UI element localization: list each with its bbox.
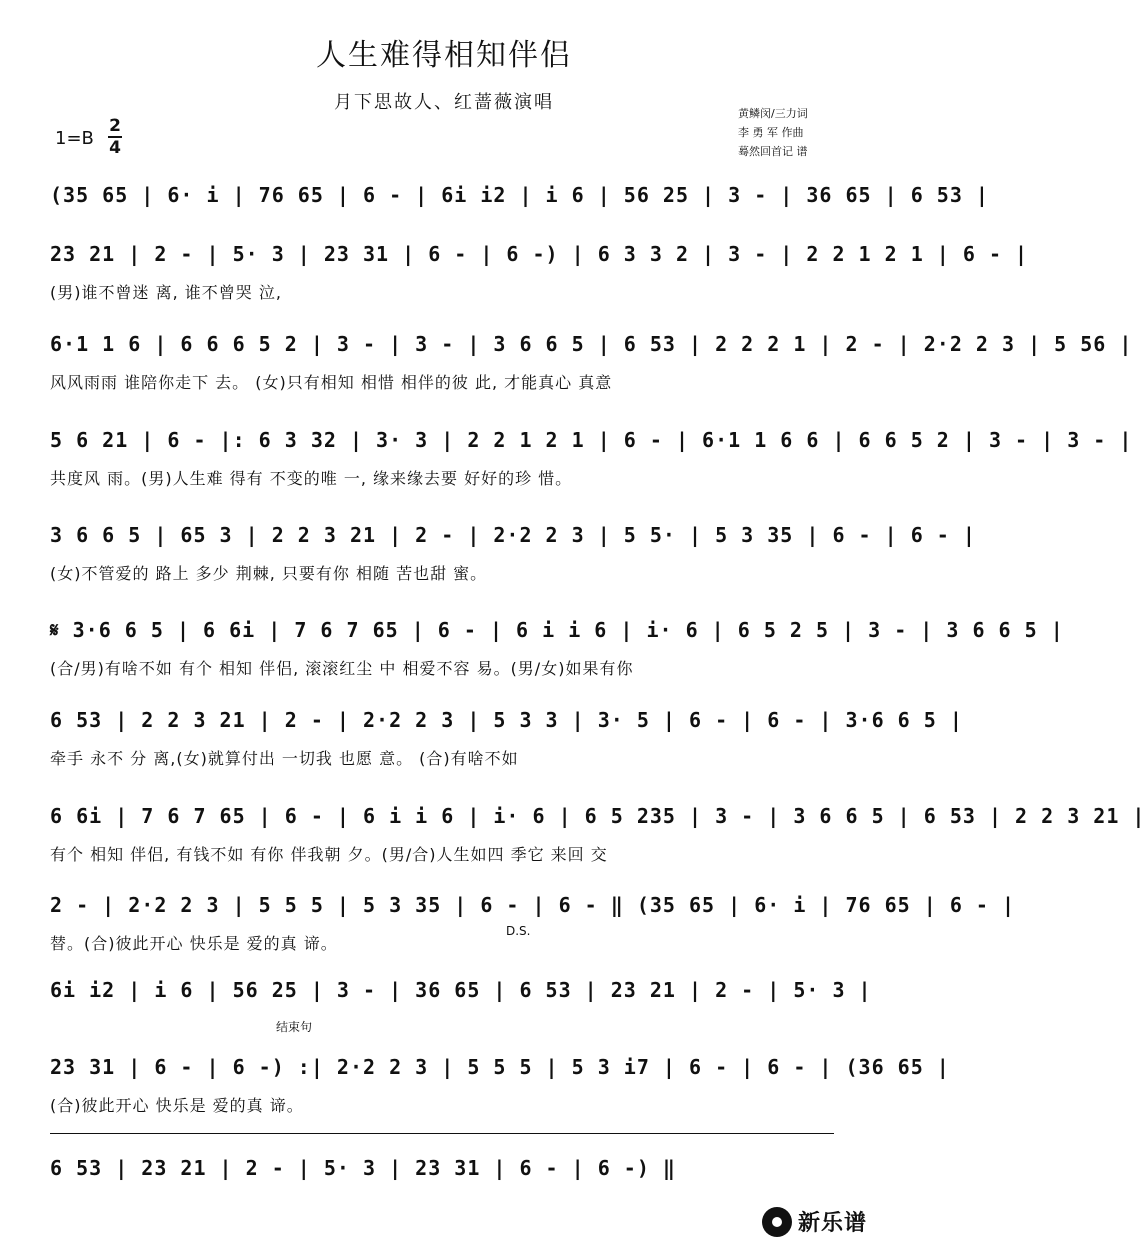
notation: 5 6 21 | 6 - |: 6 3 32 | 3· 3 | 2 2 1 2 1 | 6 - | 6·1 1 6 6 | 6 6 5 2 | 3 - | 3 - | (50, 428, 1133, 452)
lyrics: 牵手 永不 分 离,(女)就算付出 一切我 也愿 意。 (合)有啥不如 (50, 749, 519, 768)
notation: 6 6i | 7 6 7 65 | 6 - | 6 i i 6 | i· 6 | 6 5 235 | 3 - | 3 6 6 5 | 6 53 | 2 2 3 21 | (50, 804, 1145, 828)
key-signature: 1=B (55, 128, 94, 149)
score-line-9 (50, 893, 1016, 954)
notation: 6·1 1 6 | 6 6 6 5 2 | 3 - | 3 - | 3 6 6 5 | 6 53 | 2 2 2 1 | 2 - | 2·2 2 3 | 5 56 | (50, 332, 1133, 356)
score-line-5 (50, 523, 976, 584)
score-line-4 (50, 428, 1133, 489)
site-logo (762, 1206, 867, 1237)
score-line-11 (50, 1055, 950, 1116)
notation: 6 53 | 23 21 | 2 - | 5· 3 | 23 31 | 6 - | 6 -) ‖ (50, 1156, 676, 1180)
coda-divider (50, 1133, 834, 1134)
time-signature-bottom: 4 (109, 138, 121, 158)
coda-label: 结束句 (276, 1020, 313, 1034)
lyrics: (女)不管爱的 路上 多少 荆棘, 只要有你 相随 苦也甜 蜜。 (50, 564, 488, 583)
lyrics: 有个 相知 伴侣, 有钱不如 有你 伴我朝 夕。(男/合)人生如四 季它 来回 交 (50, 845, 608, 864)
notation: 𝄋 3·6 6 5 | 6 6i | 7 6 7 65 | 6 - | 6 i i 6 | i· 6 | 6 5 2 5 | 3 - | 3 6 6 5 | (50, 618, 1064, 642)
lyrics: 共度风 雨。(男)人生难 得有 不变的唯 一, 缘来缘去要 好好的珍 惜。 (50, 469, 573, 488)
notation: 2 - | 2·2 2 3 | 5 5 5 | 5 3 35 | 6 - | 6 - ‖ (35 65 | 6· i | 76 65 | 6 - | (50, 893, 1016, 917)
logo-text: 新乐谱 (798, 1211, 868, 1236)
score-line-7 (50, 708, 963, 769)
score-line-2 (50, 242, 1029, 303)
lyrics: (合)彼此开心 快乐是 爱的真 谛。 (50, 1096, 304, 1115)
score-line-8 (50, 804, 1145, 865)
score-line-6 (50, 618, 1064, 679)
song-title: 人生难得相知伴侣 (316, 38, 572, 73)
lyricist: 黄鳞闵/三力词 (738, 107, 808, 120)
transcriber: 蓦然回首记 谱 (738, 145, 808, 158)
lyrics: (合/男)有啥不如 有个 相知 伴侣, 滚滚红尘 中 相爱不容 易。(男/女)如果有你 (50, 659, 634, 678)
time-signature (108, 117, 122, 157)
credits (738, 104, 808, 161)
song-subtitle: 月下思故人、红蔷薇演唱 (334, 92, 554, 113)
lyrics: (男)谁不曾迷 离, 谁不曾哭 泣, (50, 283, 282, 302)
lyrics: 风风雨雨 谁陪你走下 去。 (女)只有相知 相惜 相伴的彼 此, 才能真心 真意 (50, 373, 613, 392)
notation: 6 53 | 2 2 3 21 | 2 - | 2·2 2 3 | 5 3 3 | 3· 5 | 6 - | 6 - | 3·6 6 5 | (50, 708, 963, 732)
notation: 23 31 | 6 - | 6 -) :| 2·2 2 3 | 5 5 5 | 5 3 i7 | 6 - | 6 - | (36 65 | (50, 1055, 950, 1079)
notation: (35 65 | 6· i | 76 65 | 6 - | 6i i2 | i 6 | 56 25 | 3 - | 36 65 | 6 53 | (50, 183, 989, 207)
notation: 23 21 | 2 - | 5· 3 | 23 31 | 6 - | 6 -) | 6 3 3 2 | 3 - | 2 2 1 2 1 | 6 - | (50, 242, 1029, 266)
score-line-1 (50, 183, 989, 221)
lyrics: 替。(合)彼此开心 快乐是 爱的真 谛。 (50, 934, 338, 953)
notation: 3 6 6 5 | 65 3 | 2 2 3 21 | 2 - | 2·2 2 3 | 5 5· | 5 3 35 | 6 - | 6 - | (50, 523, 976, 547)
score-line-10 (50, 978, 872, 1016)
composer: 李 勇 军 作曲 (738, 126, 804, 139)
music-disc-icon (762, 1207, 792, 1237)
notation: 6i i2 | i 6 | 56 25 | 3 - | 36 65 | 6 53 | 23 21 | 2 - | 5· 3 | (50, 978, 872, 1002)
ds-mark: D.S. (506, 924, 531, 938)
score-line-3 (50, 332, 1133, 393)
score-line-12 (50, 1156, 840, 1194)
time-signature-top: 2 (109, 116, 121, 136)
